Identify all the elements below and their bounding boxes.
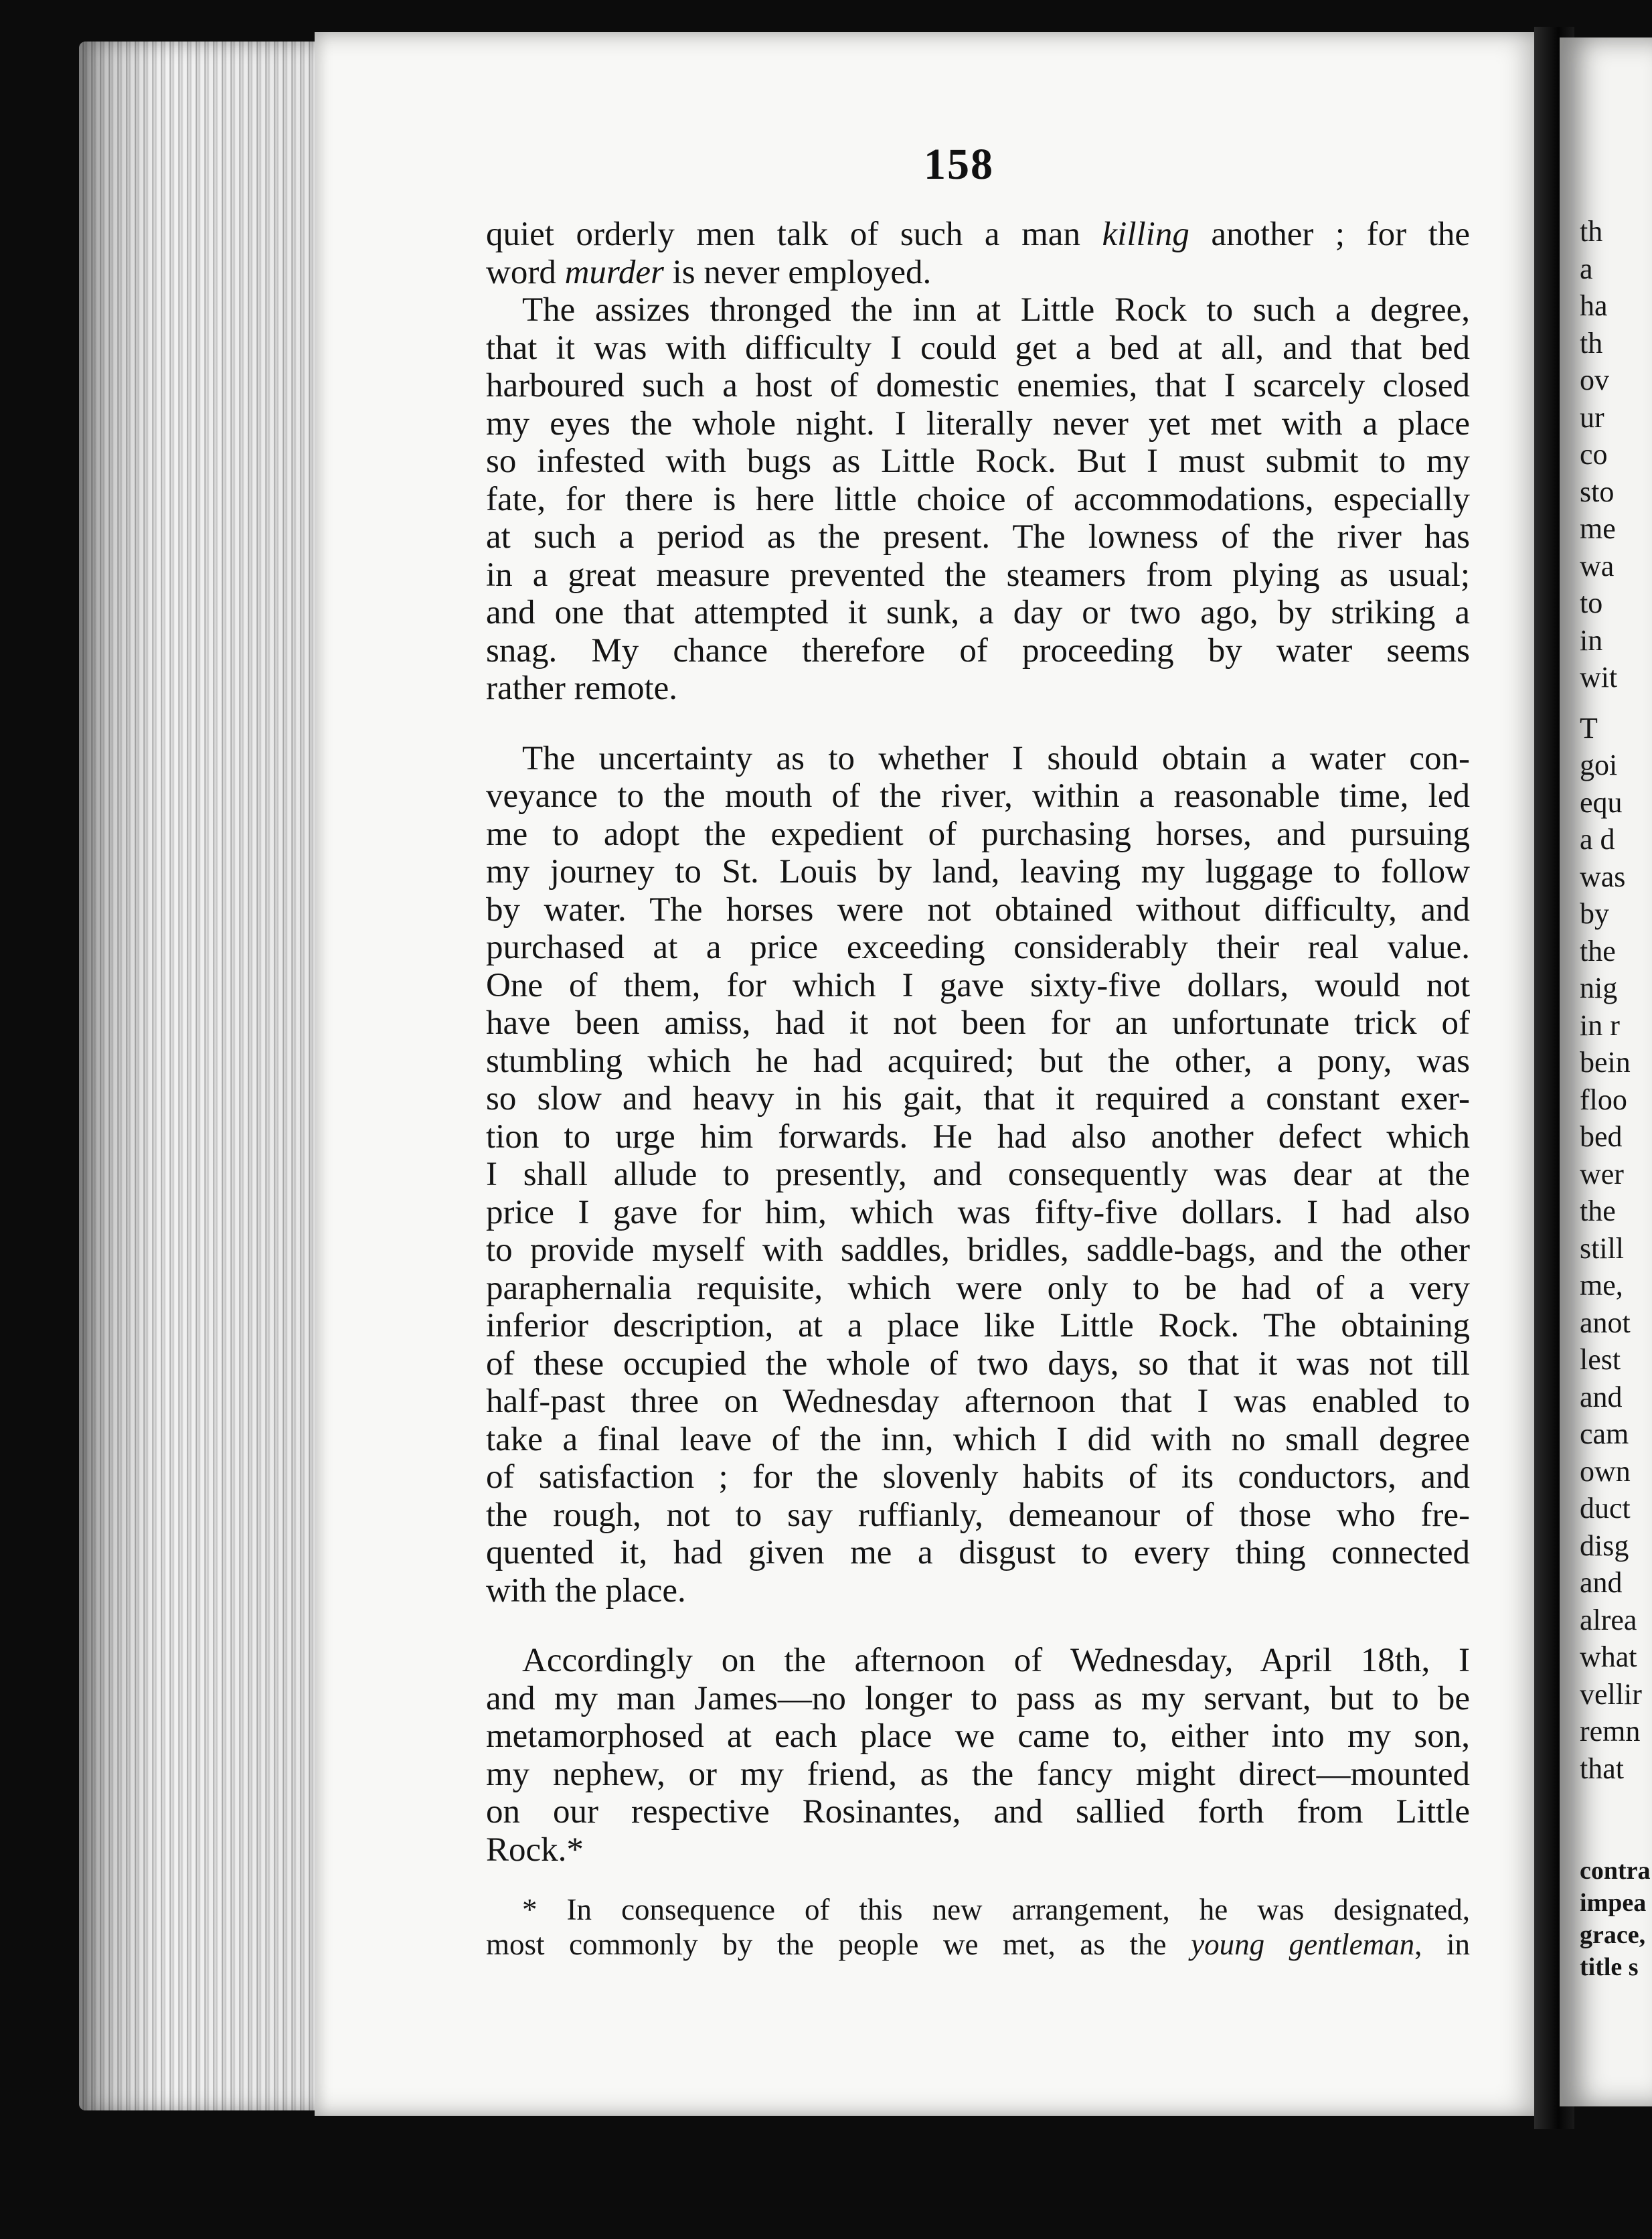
italic-text: young gentleman bbox=[1191, 1928, 1415, 1961]
next-page-footnote-fragment: impea bbox=[1580, 1889, 1647, 1917]
text-line: of these occupied the whole of two days, so that it was not till bbox=[486, 1344, 1470, 1383]
next-page-text-fragment: wit bbox=[1580, 661, 1618, 694]
next-page-text-fragment: the bbox=[1580, 1194, 1616, 1227]
next-page-text-fragment: ov bbox=[1580, 364, 1609, 396]
next-page-text-fragment: sto bbox=[1580, 475, 1615, 508]
italic-text: murder bbox=[564, 253, 664, 291]
next-page-text-fragment: by bbox=[1580, 897, 1609, 930]
footnote-line: * In consequence of this new arrangement, he was designated, bbox=[522, 1893, 1470, 1926]
text-line: Rock.* bbox=[486, 1831, 584, 1869]
next-page-text-fragment: what bbox=[1580, 1640, 1637, 1673]
text-line: have been amiss, had it not been for an unfortunate trick of bbox=[486, 1004, 1470, 1042]
next-page-text-fragment: cam bbox=[1580, 1417, 1629, 1450]
next-page-text-fragment: still bbox=[1580, 1231, 1625, 1265]
text-line: quented it, had given me a disgust to every thing connected bbox=[486, 1534, 1470, 1571]
text-line: in a great measure prevented the steamers from plying as usual; bbox=[486, 556, 1470, 594]
text-line: One of them, for which I gave sixty-five dollars, would not bbox=[486, 966, 1470, 1004]
next-page-text-fragment: me bbox=[1580, 512, 1616, 545]
text-line: paraphernalia requisite, which were only to be had of a very bbox=[486, 1269, 1470, 1307]
text-line: metamorphosed at each place we came to, either into my son, bbox=[486, 1717, 1470, 1755]
next-page-text-fragment: and bbox=[1580, 1566, 1623, 1599]
paragraph-gap bbox=[486, 1610, 1470, 1642]
text-line: word murder is never employed. bbox=[486, 253, 932, 291]
text-line: at such a period as the present. The lowness of the river has bbox=[486, 518, 1470, 556]
text-line: of satisfaction ; for the slovenly habits of its conductors, and bbox=[486, 1458, 1470, 1496]
text-line: to provide myself with saddles, bridles, saddle-bags, and the other bbox=[486, 1231, 1470, 1269]
next-page-text-fragment: T bbox=[1580, 711, 1598, 745]
next-page-text-fragment: equ bbox=[1580, 785, 1623, 819]
next-page-footnote-fragment: grace, bbox=[1580, 1921, 1646, 1949]
next-page-text-fragment: nig bbox=[1580, 972, 1618, 1004]
next-page-text-fragment: ha bbox=[1580, 289, 1608, 322]
next-page-text-fragment: and bbox=[1580, 1380, 1623, 1413]
text-line: with the place. bbox=[486, 1571, 686, 1610]
text-line: harboured such a host of domestic enemies, that I scarcely closed bbox=[486, 367, 1470, 404]
text-line: by water. The horses were not obtained without difficulty, and bbox=[486, 891, 1470, 929]
next-page-text-fragment: disg bbox=[1580, 1529, 1629, 1562]
next-page-text-fragment: in r bbox=[1580, 1008, 1620, 1042]
text-line: fate, for there is here little choice of accommodations, especially bbox=[486, 480, 1470, 518]
text-line: purchased at a price exceeding considerably their real value. bbox=[486, 929, 1470, 966]
next-page-text-fragment: in bbox=[1580, 623, 1603, 657]
next-page-text-fragment: a d bbox=[1580, 823, 1615, 856]
page-number: 158 bbox=[924, 140, 994, 189]
text-line: so infested with bugs as Little Rock. But I must submit to my bbox=[486, 443, 1470, 480]
text-line: my eyes the whole night. I literally never yet met with a place bbox=[486, 404, 1470, 443]
next-page-text-fragment: th bbox=[1580, 326, 1603, 360]
text-line: my nephew, or my friend, as the fancy might direct—mounted bbox=[486, 1755, 1470, 1793]
text-line: snag. My chance therefore of proceeding by water seems bbox=[486, 631, 1470, 670]
body-text bbox=[486, 216, 1470, 1869]
text-line: take a final leave of the inn, which I did with no small degree bbox=[486, 1420, 1470, 1458]
text-line: rather remote. bbox=[486, 670, 678, 707]
text-line: me to adopt the expedient of purchasing horses, and pursuing bbox=[486, 815, 1470, 853]
next-page-text-fragment: remn bbox=[1580, 1715, 1641, 1748]
next-page-text-fragment: ur bbox=[1580, 400, 1604, 434]
text-line: stumbling which he had acquired; but the other, a pony, was bbox=[486, 1042, 1470, 1080]
text-line: I shall allude to presently, and consequently was dear at the bbox=[486, 1156, 1470, 1193]
text-line: on our respective Rosinantes, and sallied forth from Little bbox=[486, 1793, 1470, 1831]
text-line: The uncertainty as to whether I should obtain a water con- bbox=[522, 739, 1470, 777]
paragraph-gap bbox=[486, 708, 1470, 740]
text-line: The assizes thronged the inn at Little Rock to such a degree, bbox=[522, 291, 1470, 329]
next-page-text-fragment: bein bbox=[1580, 1046, 1631, 1079]
text-line: inferior description, at a place like Little Rock. The obtaining bbox=[486, 1307, 1470, 1344]
next-page-text-fragment: wa bbox=[1580, 549, 1615, 583]
next-page-text-fragment: bed bbox=[1580, 1120, 1623, 1153]
next-page-text-fragment: goi bbox=[1580, 749, 1618, 781]
next-page-text-fragment: the bbox=[1580, 934, 1616, 968]
text-line: half-past three on Wednesday afternoon that I was enabled to bbox=[486, 1383, 1470, 1420]
next-page-text-fragment: vellir bbox=[1580, 1677, 1642, 1711]
text-line: and my man James—no longer to pass as my servant, but to be bbox=[486, 1679, 1470, 1717]
text-line: my journey to St. Louis by land, leaving my luggage to follow bbox=[486, 853, 1470, 891]
italic-text: killing bbox=[1102, 216, 1189, 253]
page-edge-shadow bbox=[79, 42, 320, 2110]
next-page-text-fragment: floo bbox=[1580, 1083, 1627, 1116]
text-line: quiet orderly men talk of such a man killing another ; for the bbox=[486, 216, 1470, 253]
text-line: the rough, not to say ruffianly, demeanour of those who fre- bbox=[486, 1496, 1470, 1534]
next-page-text-fragment: that bbox=[1580, 1752, 1624, 1785]
right-page-fragment bbox=[1560, 37, 1652, 2106]
next-page-text-fragment: a bbox=[1580, 252, 1593, 285]
next-page-text-fragment: duct bbox=[1580, 1492, 1631, 1525]
next-page-footnote-fragment: title s bbox=[1580, 1953, 1639, 1981]
text-line: so slow and heavy in his gait, that it required a constant exer- bbox=[486, 1080, 1470, 1117]
next-page-text-fragment: to bbox=[1580, 587, 1603, 619]
next-page-text-fragment: alrea bbox=[1580, 1603, 1637, 1636]
text-line: that it was with difficulty I could get a bed at all, and that bed bbox=[486, 329, 1470, 367]
text-line: and one that attempted it sunk, a day or two ago, by striking a bbox=[486, 594, 1470, 631]
next-page-text-fragment: anot bbox=[1580, 1306, 1631, 1339]
next-page-text-fragment: co bbox=[1580, 438, 1608, 471]
next-page-text-fragment: wer bbox=[1580, 1157, 1624, 1190]
next-page-text-fragment: was bbox=[1580, 860, 1626, 893]
text-line: price I gave for him, which was fifty-five dollars. I had also bbox=[486, 1193, 1470, 1231]
footnote bbox=[486, 1892, 1470, 1962]
text-line: tion to urge him forwards. He had also another defect which bbox=[486, 1117, 1470, 1156]
next-page-text-fragment: me, bbox=[1580, 1269, 1623, 1302]
next-page-text-fragment: lest bbox=[1580, 1343, 1621, 1376]
text-line: veyance to the mouth of the river, within a reasonable time, led bbox=[486, 777, 1470, 815]
next-page-footnote-fragment: contra bbox=[1580, 1857, 1651, 1885]
footnote-line: most commonly by the people we met, as the young gentleman, in bbox=[486, 1928, 1470, 1961]
text-line: Accordingly on the afternoon of Wednesday, April 18th, I bbox=[522, 1642, 1470, 1679]
next-page-text-fragment: th bbox=[1580, 215, 1603, 248]
next-page-text-fragment: own bbox=[1580, 1454, 1631, 1488]
